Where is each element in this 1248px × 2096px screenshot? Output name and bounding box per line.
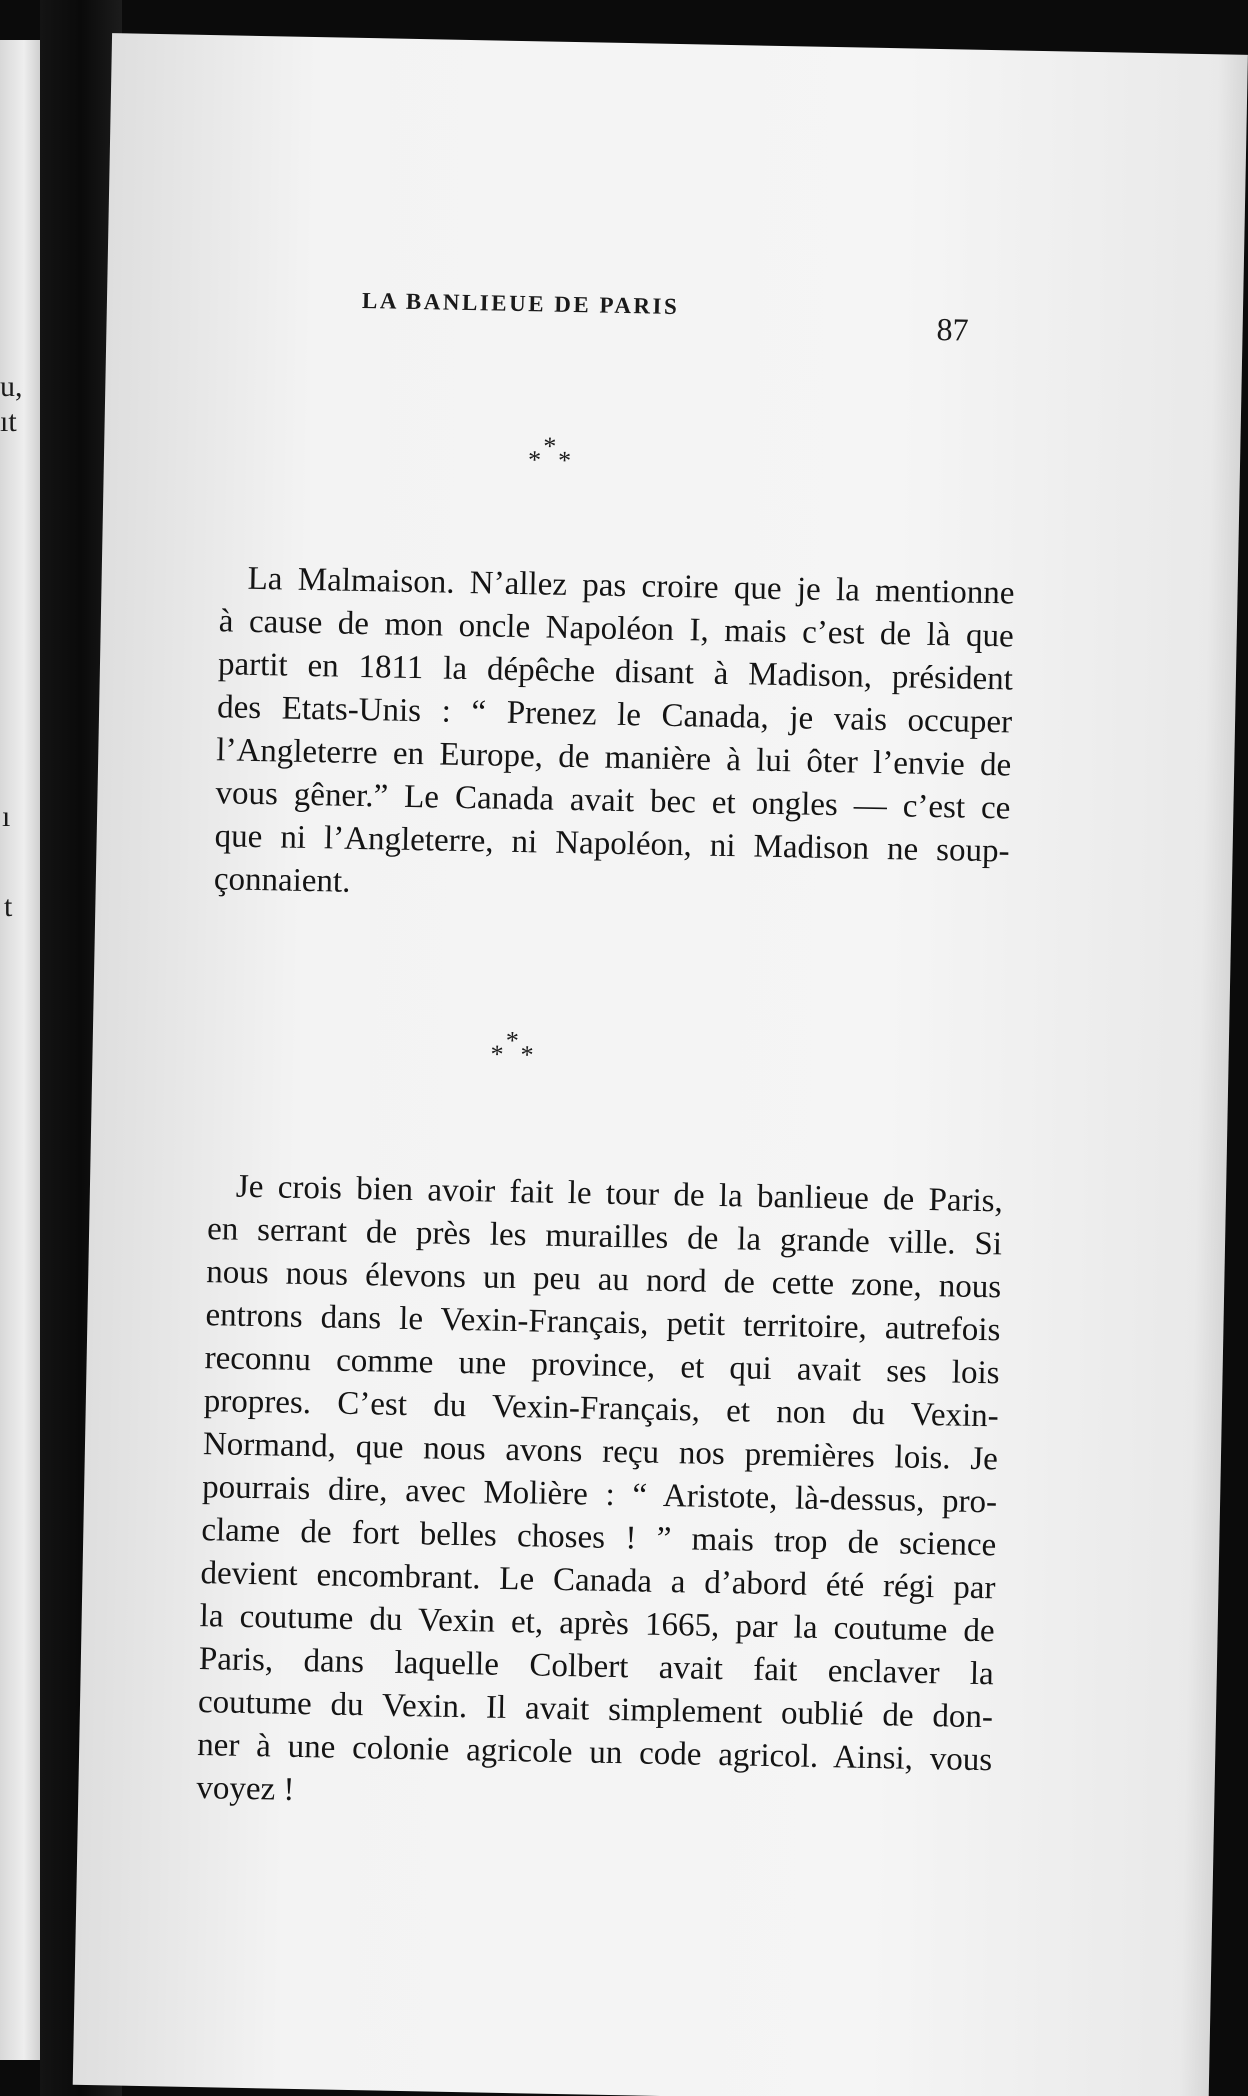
text-line: à cause de mon oncle Napoléon I, mais c’est de là que — [218, 603, 1015, 655]
asterisk-icon: * — [505, 1025, 520, 1056]
text-line: coutume du Vexin. Il avait simplement oublié de don- — [197, 1684, 994, 1736]
page-number: 87 — [936, 310, 969, 348]
running-head: LA BANLIEUE DE PARIS — [361, 287, 680, 320]
text-line: partit en 1811 la dépêche disant à Madison, président — [217, 646, 1014, 698]
text-line: propres. C’est du Vexin-Français, et non du Vexin- — [203, 1383, 1000, 1435]
previous-page-fragment: t — [4, 890, 13, 923]
text-line: voyez ! — [196, 1770, 295, 1808]
text-line: Normand, que nous avons reçu nos premières lois. Je — [202, 1426, 999, 1478]
asterisk-icon: * — [490, 1039, 504, 1069]
text-line: pourrais dire, avec Molière : “ Aristote, là-dessus, pro- — [201, 1469, 998, 1521]
asterisk-icon: * — [520, 1040, 534, 1070]
previous-page-fragment: ıt — [0, 405, 17, 438]
text-line: La Malmaison. N’allez pas croire que je la mentionne — [247, 560, 1015, 612]
text-line: clame de fort belles choses ! ” mais trop de science — [201, 1512, 997, 1564]
section-break-asterism — [484, 1025, 545, 1070]
text-line: entrons dans le Vexin-Français, petit territoire, autrefois — [205, 1297, 1001, 1349]
previous-page-edge — [0, 40, 40, 2060]
text-line: Je crois bien avoir fait le tour de la banlieue de Paris, — [235, 1168, 1004, 1220]
paragraph-malmaison — [213, 557, 1014, 916]
page-edge-shadow — [1179, 54, 1248, 2096]
previous-page-fragment: ı — [2, 800, 11, 833]
text-line: l’Angleterre en Europe, de manière à lui ôter l’envie de — [216, 732, 1012, 784]
asterisk-icon: * — [527, 445, 542, 475]
text-line: nous nous élevons un peu au nord de cette zone, nous — [205, 1254, 1002, 1306]
section-break-asterism — [522, 431, 583, 475]
text-line: vous gêner.” Le Canada avait bec et ongles — c’est ce — [215, 775, 1011, 827]
text-line: çonnaient. — [213, 861, 351, 900]
text-line: en serrant de près les murailles de la grande ville. Si — [206, 1211, 1003, 1263]
previous-page-fragment: u, — [0, 370, 23, 403]
asterisk-icon: * — [557, 445, 572, 475]
text-line: devient encombrant. Le Canada a d’abord été régi par — [200, 1555, 996, 1607]
text-line: reconnu comme une province, et qui avait ses lois — [204, 1340, 1000, 1392]
text-line: des Etats-Unis : “ Prenez le Canada, je vais occuper — [216, 689, 1013, 741]
text-line: la coutume du Vexin et, après 1665, par la coutume de — [199, 1598, 995, 1650]
text-line: que ni l’Angleterre, ni Napoléon, ni Madison ne soup- — [214, 818, 1010, 870]
book-page — [73, 33, 1248, 2096]
paragraph-vexin — [196, 1165, 1003, 1825]
text-line: ner à une colonie agricole un code agricol. Ainsi, vous — [196, 1727, 993, 1779]
asterisk-icon: * — [542, 431, 557, 461]
text-line: Paris, dans laquelle Colbert avait fait enclaver la — [198, 1641, 995, 1693]
